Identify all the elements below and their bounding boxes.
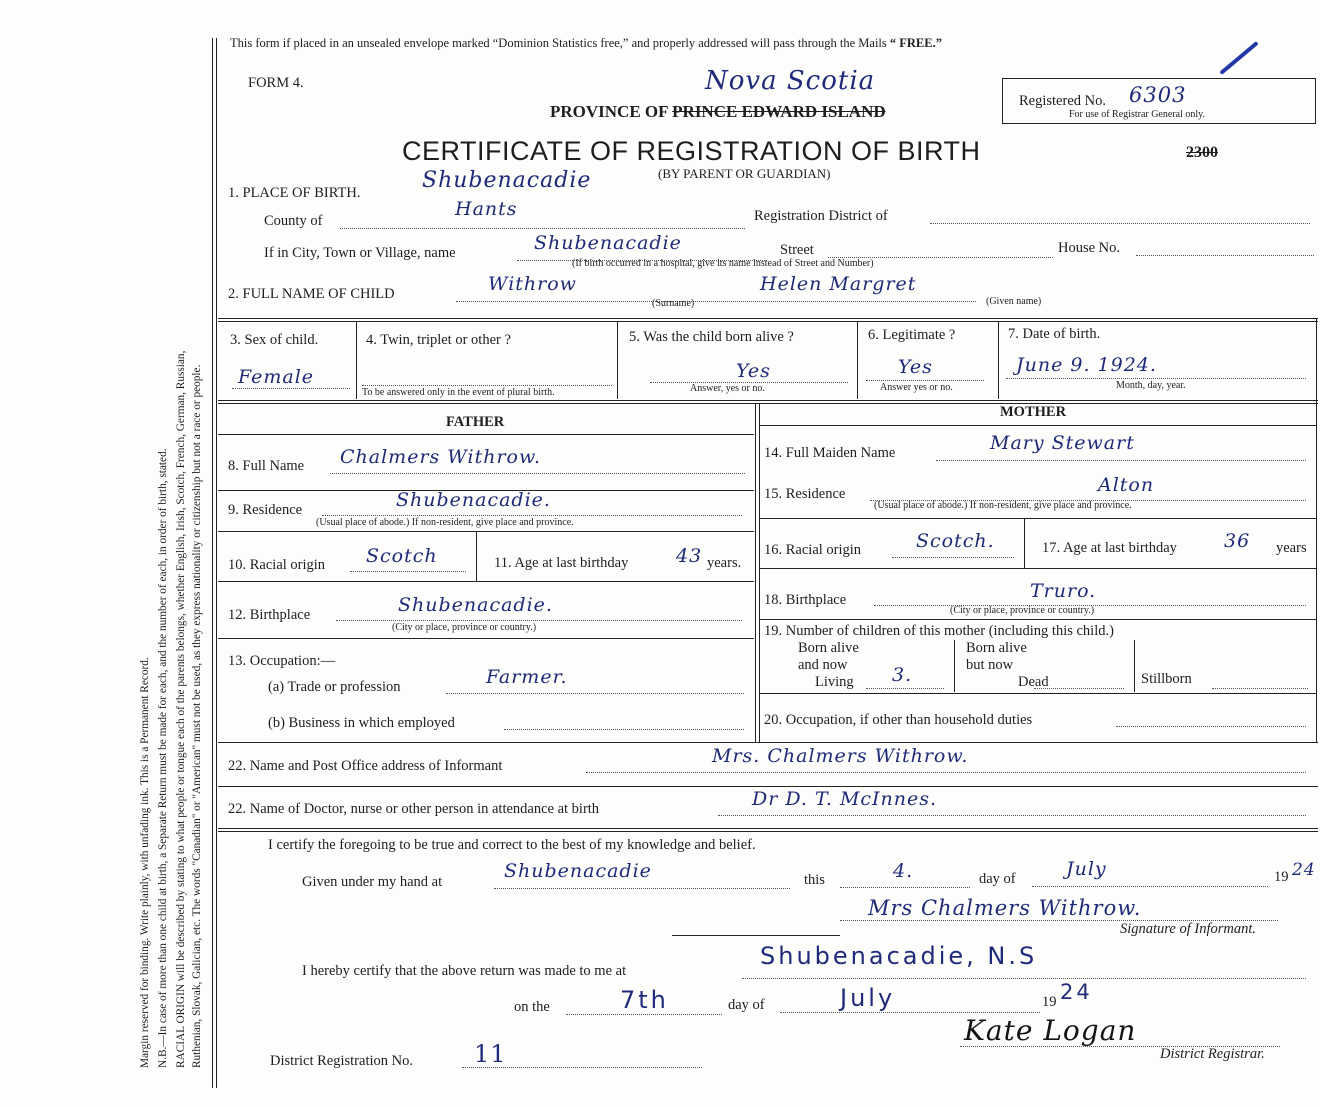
father-birthplace-value: Shubenacadie. — [398, 594, 553, 616]
born-alive-note: Answer, yes or no. — [690, 383, 765, 394]
mother-age-unit: years — [1276, 540, 1307, 556]
father-age-unit: years. — [707, 555, 742, 571]
informant-label: 22. Name and Post Office address of Informant — [228, 758, 503, 774]
by-parent-subtitle: (BY PARENT OR GUARDIAN) — [658, 166, 831, 181]
mother-birthplace-value: Truro. — [1030, 580, 1097, 602]
father-age-value: 43 — [676, 545, 703, 567]
twin-label: 4. Twin, triplet or other ? — [366, 332, 511, 348]
province-line: PROVINCE OF PRINCE EDWARD ISLAND — [550, 102, 886, 121]
informant-value: Mrs. Chalmers Withrow. — [712, 745, 969, 767]
given-place-value: Shubenacadie — [504, 860, 652, 882]
year-value: 24 — [1292, 860, 1316, 880]
signature-informant-label: Signature of Informant. — [1120, 921, 1257, 937]
father-birthplace-note: (City or place, province or country.) — [392, 622, 537, 633]
city-label: If in City, Town or Village, name — [264, 245, 456, 261]
children-count-label: 19. Number of children of this mother (including this child.) — [764, 623, 1114, 639]
born-alive-living-1: Born alive — [798, 640, 859, 656]
informant-signature: Mrs Chalmers Withrow. — [868, 896, 1142, 920]
sex-label: 3. Sex of child. — [230, 332, 319, 348]
legitimate-label: 6. Legitimate ? — [868, 327, 956, 343]
date-of-birth-label: 7. Date of birth. — [1008, 326, 1101, 342]
mother-residence-note: (Usual place of abode.) If non-resident, give place and province. — [874, 500, 1132, 511]
registrar-year-prefix: 19 — [1042, 994, 1057, 1010]
born-alive-dead-2: but now — [966, 657, 1014, 673]
mother-racial-label: 16. Racial origin — [764, 542, 862, 558]
mother-birthplace-note: (City or place, province or country.) — [950, 605, 1095, 616]
child-name-label: 2. FULL NAME OF CHILD — [228, 286, 395, 302]
father-racial-label: 10. Racial origin — [228, 557, 326, 573]
district-registrar-label: District Registrar. — [1160, 1046, 1265, 1062]
place-of-birth-value: Shubenacadie — [422, 168, 592, 193]
certify-statement: I certify the foregoing to be true and correct to the best of my knowledge and belief. — [268, 837, 756, 853]
place-of-birth-label: 1. PLACE OF BIRTH. — [228, 185, 361, 201]
mother-residence-label: 15. Residence — [764, 486, 846, 502]
struck-number: 2300 — [1186, 144, 1218, 161]
father-heading: FATHER — [446, 414, 505, 430]
registrar-day-value: 7th — [620, 986, 669, 1014]
registrar-day-of-label: day of — [728, 997, 765, 1013]
father-name-label: 8. Full Name — [228, 458, 305, 474]
surname-caption: (Surname) — [652, 298, 695, 309]
father-residence-value: Shubenacadie. — [396, 489, 551, 511]
street-label: Street — [780, 242, 814, 258]
margin-note-2: N.B.—In case of more than one child at birth, a Separate Return must be made for each, and the number of each, in order of birth, stated. — [157, 448, 169, 1068]
certificate-title: CERTIFICATE OF REGISTRATION OF BIRTH — [402, 136, 981, 166]
date-of-birth-note: Month, day, year. — [1116, 380, 1186, 391]
doctor-value: Dr D. T. McInnes. — [752, 788, 938, 810]
twin-note: To be answered only in the event of plural birth. — [362, 387, 555, 398]
born-alive-value: Yes — [736, 360, 771, 382]
district-registration-label: District Registration No. — [270, 1053, 413, 1069]
born-alive-label: 5. Was the child born alive ? — [629, 329, 794, 345]
house-no-label: House No. — [1058, 240, 1121, 256]
registrar-place-value: Shubenacadie, N.S — [760, 942, 1038, 970]
mail-notice: This form if placed in an unsealed envelope marked “Dominion Statistics free,” and properly addressed will pass through the Mails “ FREE.” — [230, 36, 942, 50]
born-alive-living-2: and now — [798, 657, 848, 673]
registrar-year-value: 24 — [1060, 980, 1093, 1004]
trade-value: Farmer. — [486, 666, 568, 688]
trade-label: (a) Trade or profession — [268, 679, 401, 695]
mother-racial-value: Scotch. — [916, 530, 995, 552]
date-of-birth-value: June 9. 1924. — [1016, 354, 1157, 376]
mother-name-value: Mary Stewart — [990, 432, 1135, 454]
business-label: (b) Business in which employed — [268, 715, 455, 731]
registrar-signature: Kate Logan — [964, 1014, 1137, 1047]
day-value: 4. — [893, 860, 914, 882]
mother-birthplace-label: 18. Birthplace — [764, 592, 847, 608]
given-under-label: Given under my hand at — [302, 874, 443, 890]
registered-box: Registered No. 6303 For use of Registrar General only. — [1002, 78, 1316, 124]
mother-age-value: 36 — [1224, 530, 1251, 552]
doctor-label: 22. Name of Doctor, nurse or other person in attendance at birth — [228, 801, 600, 817]
day-of-label: day of — [979, 871, 1016, 887]
mother-heading: MOTHER — [1000, 404, 1067, 420]
given-name-caption: (Given name) — [986, 296, 1042, 307]
father-occupation-label: 13. Occupation:— — [228, 653, 336, 669]
stillborn-label: Stillborn — [1141, 671, 1192, 687]
year-prefix: 19 — [1274, 869, 1289, 885]
mother-occupation-label: 20. Occupation, if other than household duties — [764, 712, 1033, 728]
living-value: 3. — [892, 664, 913, 686]
province-handwritten: Nova Scotia — [705, 66, 876, 96]
district-registration-value: 11 — [474, 1040, 507, 1068]
county-value: Hants — [455, 198, 518, 220]
child-given-value: Helen Margret — [760, 273, 917, 295]
margin-note-3: RACIAL ORIGIN will be described by stating to what people or tongue each of the parents belongs, whether English, Irish, Scotch, French, German, Russian, — [175, 350, 187, 1068]
registrar-statement: I hereby certify that the above return was made to me at — [302, 963, 627, 979]
mother-age-label: 17. Age at last birthday — [1042, 540, 1177, 556]
born-alive-dead-3: Dead — [1018, 674, 1049, 690]
father-age-label: 11. Age at last birthday — [494, 555, 629, 571]
born-alive-dead-1: Born alive — [966, 640, 1027, 656]
margin-rule-inner — [216, 38, 217, 1088]
form-number: FORM 4. — [248, 75, 304, 91]
child-surname-value: Withrow — [488, 273, 577, 295]
registration-district-label: Registration District of — [754, 208, 888, 224]
registered-check-mark — [1219, 41, 1258, 75]
margin-note-4: Ruthenian, Slovak, Galician, etc. The words "Canadian" or "American" must not be used, as they express nationality or citizenship but not a race or people. — [191, 364, 203, 1068]
born-alive-living-3: Living — [815, 674, 854, 690]
father-name-value: Chalmers Withrow. — [340, 446, 542, 468]
city-value: Shubenacadie — [534, 232, 682, 254]
registrar-month-value: July — [840, 984, 896, 1012]
margin-note-1: Margin reserved for binding. Write plainly, with unfading ink. This is a Permanent Record. — [139, 657, 151, 1068]
this-label: this — [804, 872, 825, 888]
father-racial-value: Scotch — [366, 545, 438, 567]
mother-residence-value: Alton — [1098, 474, 1155, 496]
legitimate-note: Answer yes or no. — [880, 382, 953, 393]
mother-name-label: 14. Full Maiden Name — [764, 445, 896, 461]
father-residence-label: 9. Residence — [228, 502, 303, 518]
county-label: County of — [264, 213, 323, 229]
legitimate-value: Yes — [898, 356, 933, 378]
father-birthplace-label: 12. Birthplace — [228, 607, 311, 623]
father-residence-note: (Usual place of abode.) If non-resident, give place and province. — [316, 517, 574, 528]
hospital-note: (If birth occurred in a hospital, give its name instead of Street and Number) — [572, 258, 874, 269]
sex-value: Female — [238, 366, 315, 388]
on-the-label: on the — [514, 999, 550, 1015]
margin-rule — [212, 38, 213, 1088]
month-value: July — [1066, 858, 1107, 880]
